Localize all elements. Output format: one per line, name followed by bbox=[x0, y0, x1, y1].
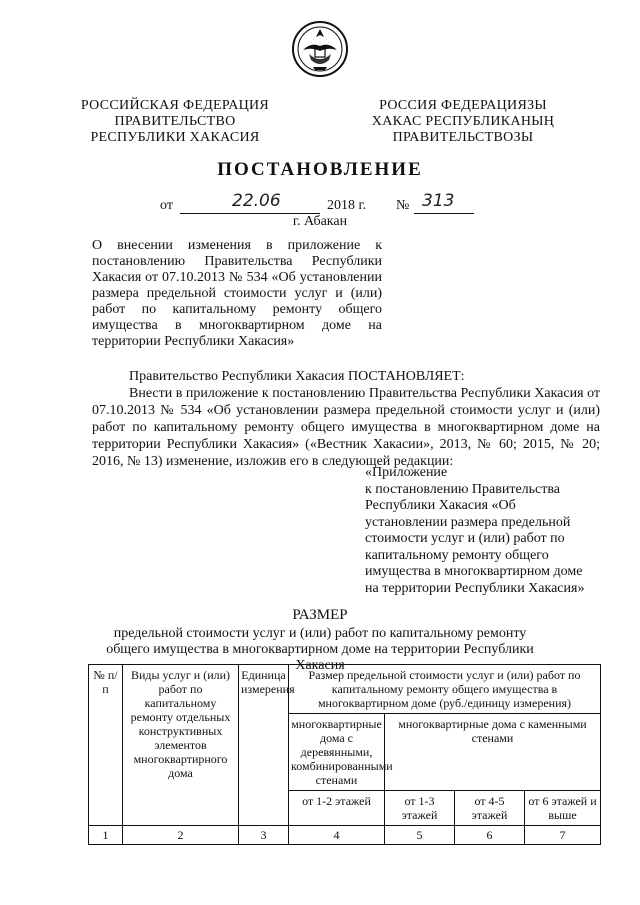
header-right-line: ПРАВИТЕЛЬСТВОЗЫ bbox=[392, 130, 534, 145]
column-number-cell: 7 bbox=[525, 826, 601, 845]
city-label: г. Абакан bbox=[292, 214, 348, 229]
body-paragraph-2: Внести в приложение к постановлению Правительства Республики Хакасия от 07.10.2013 № 534 «Об установлении размера предельной стоимости услуг и (или) работ по капитальному ремонту общего имущества в многоквартирном доме на территории Республики Хакасия» («Вестник Хакасии», 2013, № 60; 2015, № 20; 2016, № 13) изменение, изложив его в следующей редакции: bbox=[92, 386, 600, 469]
header-cell-works: Виды услуг и (или) работ по капитальному ремонту отдельных конструктивных элементов многоквартирного дома bbox=[123, 665, 239, 826]
cost-table bbox=[88, 664, 601, 845]
column-number-cell: 1 bbox=[89, 826, 123, 845]
header-cell-stone: многоквартирные дома с каменными стенами bbox=[385, 714, 601, 791]
number-handwritten: 313 bbox=[422, 191, 455, 211]
republic-emblem bbox=[291, 20, 349, 78]
appendix-line: к постановлению Правительства bbox=[365, 481, 561, 497]
document-subject: О внесении изменения в приложение к постановлению Правительства Республики Хакасия от 07.10.2013 № 534 «Об установлении размера предельной стоимости услуг и (или) работ по капитальному ремонту общего имущества в многоквартирном доме на территории Республики Хакасия» bbox=[92, 238, 382, 349]
date-from-label: от bbox=[160, 198, 173, 213]
appendix-line: установлении размера предельной bbox=[365, 514, 571, 530]
body-paragraph-1: Правительство Республики Хакасия ПОСТАНОВЛЯЕТ: bbox=[129, 369, 465, 384]
header-left-line: ПРАВИТЕЛЬСТВО bbox=[114, 114, 236, 129]
number-sign: № bbox=[396, 198, 410, 213]
document-title: ПОСТАНОВЛЕНИЕ bbox=[217, 159, 423, 180]
column-number-cell: 2 bbox=[123, 826, 239, 845]
year-label: 2018 г. bbox=[327, 198, 367, 213]
header-cell-unit: Единица измерения bbox=[239, 665, 289, 826]
table-row bbox=[89, 826, 601, 845]
header-cell-cost: Размер предельной стоимости услуг и (или) работ по капитальному ремонту общего имущества в многоквартирном доме (руб./единицу измерения) bbox=[289, 665, 601, 714]
header-cell-number: № п/п bbox=[89, 665, 123, 826]
table-subtitle: предельной стоимости услуг и (или) работ по капитальному ремонту общего имущества в многоквартирном доме на территории Республики Хакасия bbox=[106, 626, 534, 673]
appendix-line: имущества в многоквартирном доме bbox=[365, 564, 583, 579]
appendix-line: стоимости услуг и (или) работ по bbox=[365, 531, 565, 546]
table-header-row bbox=[89, 665, 601, 714]
appendix-line: капитальному ремонту общего bbox=[365, 547, 549, 563]
date-handwritten: 22.06 bbox=[232, 191, 281, 211]
header-left-line: РОССИЙСКАЯ ФЕДЕРАЦИЯ bbox=[80, 98, 270, 113]
column-number-cell: 3 bbox=[239, 826, 289, 845]
header-cell-floors: от 1-3 этажей bbox=[385, 791, 455, 826]
header-right-line: РОССИЯ ФЕДЕРАЦИЯЗЫ bbox=[379, 98, 547, 113]
header-cell-wood: многоквартирные дома с деревянными, комбинированными стенами bbox=[289, 714, 385, 791]
column-number-cell: 5 bbox=[385, 826, 455, 845]
header-left bbox=[70, 98, 280, 146]
header-cell-floors: от 1-2 этажей bbox=[289, 791, 385, 826]
header-right-line: ХАКАС РЕСПУБЛИКАНЫҢ bbox=[371, 114, 555, 129]
table-title: РАЗМЕР bbox=[292, 607, 348, 623]
appendix-line: Республики Хакасия «Об bbox=[365, 498, 516, 513]
column-number-cell: 6 bbox=[455, 826, 525, 845]
header-cell-floors: от 4-5 этажей bbox=[455, 791, 525, 826]
appendix-line: на территории Республики Хакасия» bbox=[365, 580, 585, 596]
header-left-line: РЕСПУБЛИКИ ХАКАСИЯ bbox=[90, 130, 260, 145]
header-cell-floors: от 6 этажей и выше bbox=[525, 791, 601, 826]
header-right bbox=[358, 98, 568, 146]
column-number-cell: 4 bbox=[289, 826, 385, 845]
appendix-note bbox=[365, 465, 600, 597]
appendix-line: «Приложение bbox=[365, 465, 448, 480]
